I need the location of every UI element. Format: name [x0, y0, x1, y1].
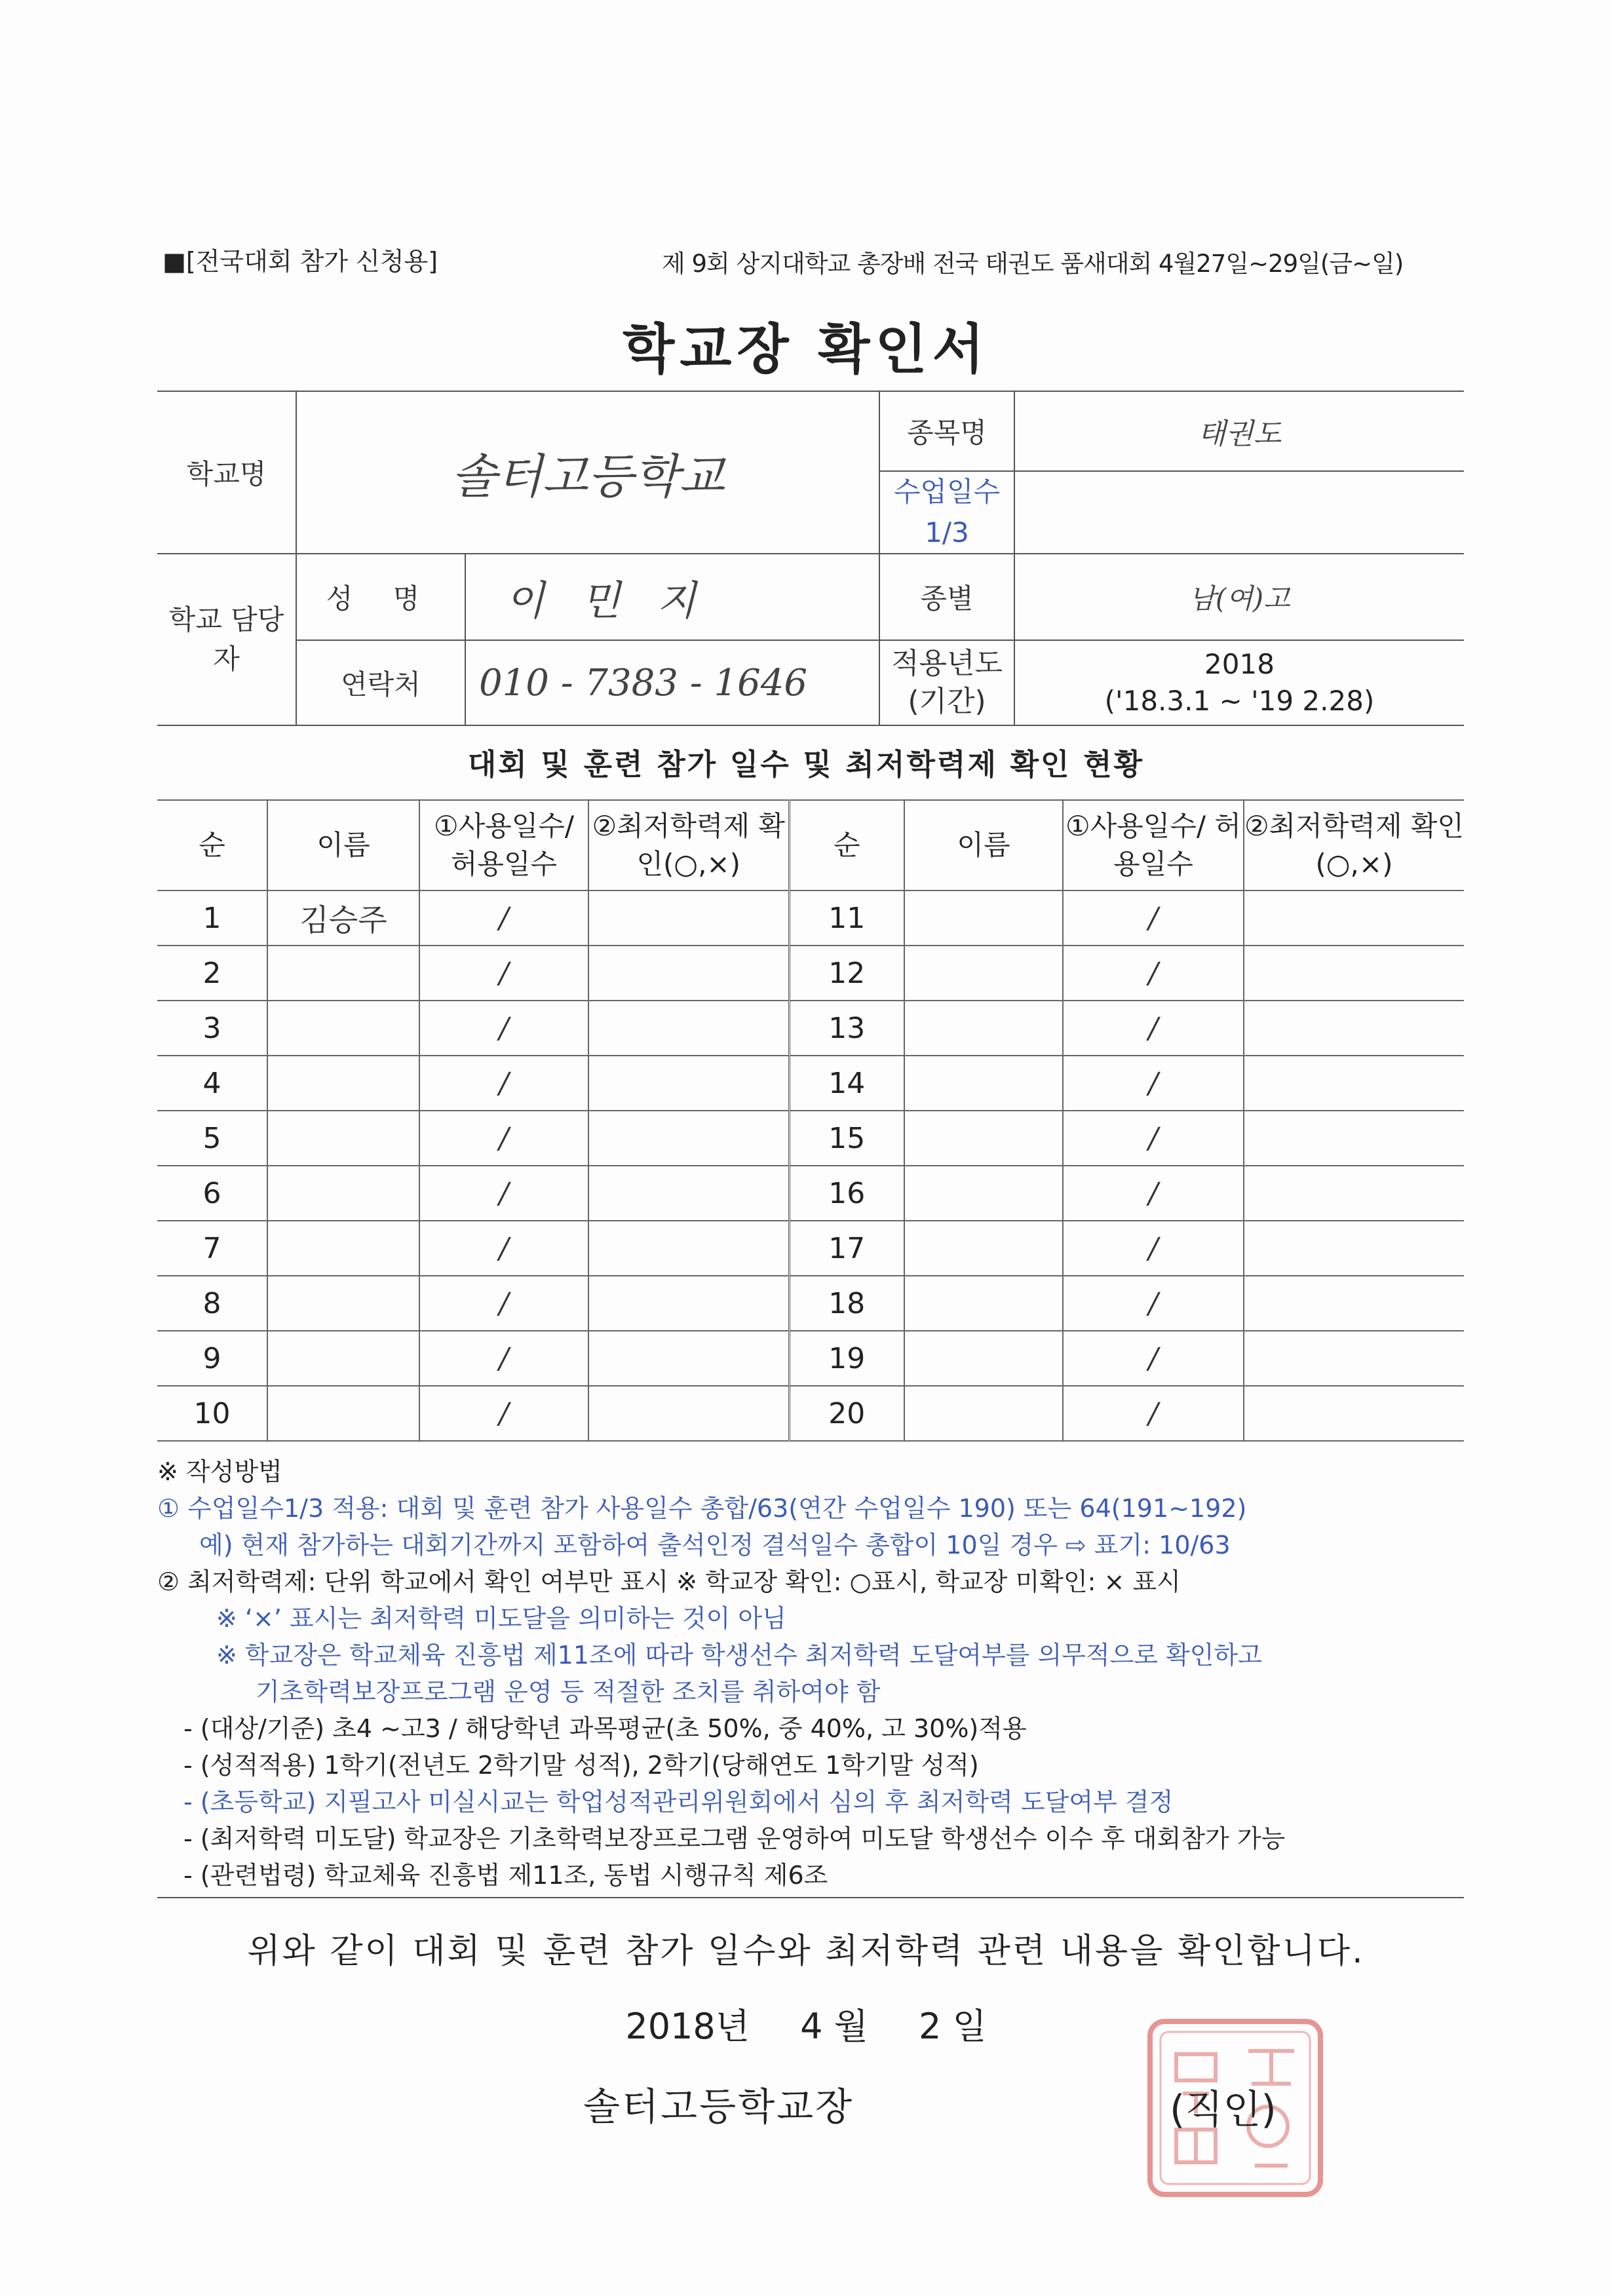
- col-check-right: ②최저학력제 확인(○,×): [1244, 800, 1464, 890]
- row-name-right: [904, 1166, 1063, 1221]
- row-days-right: /: [1063, 1386, 1244, 1441]
- section-title: 대회 및 훈련 참가 일수 및 최저학력제 확인 현황: [467, 747, 1145, 782]
- table-row: [157, 1166, 1464, 1221]
- seal-label: (직인): [1170, 2087, 1276, 2133]
- roster-table: [157, 799, 1464, 1442]
- col-name-right: 이름: [904, 800, 1063, 890]
- row-check-right: [1244, 1221, 1464, 1276]
- row-days-right: /: [1063, 946, 1244, 1001]
- gender-value: 남(여)고: [1014, 554, 1464, 640]
- row-no-left: 6: [157, 1166, 267, 1221]
- row-days-left: /: [419, 1331, 588, 1386]
- note-2: ② 최저학력제: 단위 학교에서 확인 여부만 표시 ※ 학교장 확인: ○표시, 학교장 미확인: × 표시: [157, 1567, 1181, 1596]
- row-days-left: /: [419, 946, 588, 1001]
- note-1a: ① 수업일수1/3 적용: 대회 및 훈련 참가 사용일수 총합/63(연간 수업일수 190) 또는 64(191~192): [157, 1494, 1247, 1523]
- row-check-left: [588, 1221, 789, 1276]
- confirmation-text: 위와 같이 대회 및 훈련 참가 일수와 최저학력 관련 내용을 확인합니다.: [247, 1932, 1365, 1971]
- row-days-left: /: [419, 1276, 588, 1331]
- col-days-right: ①사용일수/ 허용일수: [1063, 800, 1244, 890]
- detail-5: - (관련법령) 학교체육 진흥법 제11조, 동법 시행규칙 제6조: [183, 1861, 828, 1890]
- table-row: [157, 1386, 1464, 1441]
- row-check-right: [1244, 1166, 1464, 1221]
- table-row: [157, 1221, 1464, 1276]
- row-no-left: 9: [157, 1331, 267, 1386]
- row-days-left: /: [419, 1111, 588, 1166]
- row-days-right: /: [1063, 1111, 1244, 1166]
- table-row: [157, 1276, 1464, 1331]
- table-row: [157, 946, 1464, 1001]
- row-name-left: 김승주: [267, 890, 419, 946]
- name-value: 이 민 지: [465, 554, 879, 640]
- row-days-right: /: [1063, 1001, 1244, 1056]
- row-no-left: 8: [157, 1276, 267, 1331]
- row-name-right: [904, 1221, 1063, 1276]
- row-name-left: [267, 946, 419, 1001]
- name-label: 성 명: [296, 554, 465, 640]
- row-no-right: 17: [789, 1221, 904, 1276]
- phone-value: 010 - 7383 - 1646: [465, 640, 879, 725]
- row-check-right: [1244, 1276, 1464, 1331]
- row-no-left: 10: [157, 1386, 267, 1441]
- row-days-right: /: [1063, 1166, 1244, 1221]
- row-no-left: 4: [157, 1056, 267, 1111]
- row-name-left: [267, 1276, 419, 1331]
- row-check-left: [588, 1056, 789, 1111]
- col-days-left: ①사용일수/ 허용일수: [419, 800, 588, 890]
- sport-value: 태권도: [1014, 391, 1464, 471]
- row-check-right: [1244, 946, 1464, 1001]
- row-no-left: 5: [157, 1111, 267, 1166]
- row-no-left: 2: [157, 946, 267, 1001]
- table-row: [157, 1111, 1464, 1166]
- date-year: 2018년: [625, 2006, 750, 2047]
- row-name-right: [904, 1056, 1063, 1111]
- note-4b: 기초학력보장프로그램 운영 등 적절한 조치를 취하여야 함: [256, 1677, 881, 1706]
- row-name-right: [904, 1276, 1063, 1331]
- row-name-right: [904, 1331, 1063, 1386]
- divider: [157, 1897, 1464, 1898]
- principal-name: 솔터고등학교장: [583, 2084, 854, 2129]
- note-1b: 예) 현재 참가하는 대회기간까지 포함하여 출석인정 결석일수 총합이 10일 경우 ⇨ 표기: 10/63: [199, 1531, 1231, 1559]
- row-check-right: [1244, 1386, 1464, 1441]
- row-no-right: 16: [789, 1166, 904, 1221]
- row-days-right: /: [1063, 1056, 1244, 1111]
- row-check-left: [588, 946, 789, 1001]
- row-name-right: [904, 946, 1063, 1001]
- detail-3: - (초등학교) 지필고사 미실시교는 학업성적관리위원회에서 심의 후 최저학력 도달여부 결정: [183, 1788, 1174, 1816]
- row-days-right: /: [1063, 1331, 1244, 1386]
- detail-4: - (최저학력 미도달) 학교장은 기초학력보장프로그램 운영하여 미도달 학생선수 이수 후 대회참가 가능: [183, 1824, 1286, 1853]
- col-no-right: 순: [789, 800, 904, 890]
- row-name-left: [267, 1386, 419, 1441]
- row-days-left: /: [419, 1056, 588, 1111]
- col-name-left: 이름: [267, 800, 419, 890]
- row-days-left: /: [419, 1221, 588, 1276]
- period-value: ('18.3.1 ~ '19 2.28): [1104, 685, 1375, 717]
- row-check-right: [1244, 1056, 1464, 1111]
- col-check-left: ②최저학력제 확인(○,×): [588, 800, 789, 890]
- row-days-right: /: [1063, 1221, 1244, 1276]
- phone-label: 연락처: [296, 640, 465, 725]
- row-check-right: [1244, 1331, 1464, 1386]
- row-days-right: /: [1063, 890, 1244, 946]
- row-check-left: [588, 1331, 789, 1386]
- year-label: 적용년도 (기간): [879, 640, 1014, 725]
- school-label: 학교명: [157, 391, 296, 554]
- row-days-left: /: [419, 1001, 588, 1056]
- table-row: [157, 1001, 1464, 1056]
- page-title: 학교장 확인서: [623, 318, 989, 381]
- row-no-right: 15: [789, 1111, 904, 1166]
- detail-2: - (성적적용) 1학기(전년도 2학기말 성적), 2학기(당해연도 1학기말 성적): [183, 1751, 979, 1780]
- row-check-left: [588, 1386, 789, 1441]
- table-row: [157, 1331, 1464, 1386]
- row-name-left: [267, 1166, 419, 1221]
- row-check-left: [588, 1001, 789, 1056]
- row-days-left: /: [419, 1386, 588, 1441]
- note-4a: ※ 학교장은 학교체육 진흥법 제11조에 따라 학생선수 최저학력 도달여부를 의무적으로 확인하고: [216, 1641, 1262, 1670]
- class-days-label: 수업일수 1/3: [879, 471, 1014, 554]
- row-no-left: 3: [157, 1001, 267, 1056]
- row-no-right: 19: [789, 1331, 904, 1386]
- row-days-left: /: [419, 1166, 588, 1221]
- row-name-right: [904, 1001, 1063, 1056]
- row-name-left: [267, 1001, 419, 1056]
- date-month: 4 월: [800, 2006, 868, 2047]
- table-row: [157, 1056, 1464, 1111]
- row-check-left: [588, 1276, 789, 1331]
- row-name-right: [904, 890, 1063, 946]
- col-no-left: 순: [157, 800, 267, 890]
- row-days-left: /: [419, 890, 588, 946]
- row-check-left: [588, 1166, 789, 1221]
- row-days-right: /: [1063, 1276, 1244, 1331]
- contact-group-label: 학교 담당자: [157, 554, 296, 725]
- row-name-left: [267, 1056, 419, 1111]
- date-line: [0, 1999, 1612, 2049]
- row-check-right: [1244, 1111, 1464, 1166]
- class-days-value: [1014, 471, 1464, 554]
- row-no-right: 14: [789, 1056, 904, 1111]
- row-check-right: [1244, 1001, 1464, 1056]
- year-cell: [1014, 640, 1464, 725]
- row-check-left: [588, 1111, 789, 1166]
- instructions: [157, 1453, 1468, 1894]
- row-name-left: [267, 1331, 419, 1386]
- school-value: 솔터고등학교: [296, 391, 879, 554]
- table-row: [157, 890, 1464, 946]
- row-no-right: 11: [789, 890, 904, 946]
- notes-heading: ※ 작성방법: [157, 1457, 282, 1486]
- year-value: 2018: [1204, 648, 1275, 680]
- row-no-right: 13: [789, 1001, 904, 1056]
- row-name-left: [267, 1221, 419, 1276]
- row-no-right: 20: [789, 1386, 904, 1441]
- form-type-tag: ■[전국대회 참가 신청용]: [163, 247, 438, 276]
- sport-label: 종목명: [879, 391, 1014, 471]
- row-no-right: 12: [789, 946, 904, 1001]
- date-day: 2 일: [918, 2006, 987, 2047]
- row-no-left: 7: [157, 1221, 267, 1276]
- row-name-left: [267, 1111, 419, 1166]
- note-3: ※ ‘×’ 표시는 최저학력 미도달을 의미하는 것이 아님: [216, 1604, 786, 1633]
- row-no-left: 1: [157, 890, 267, 946]
- row-no-right: 18: [789, 1276, 904, 1331]
- event-info: 제 9회 상지대학교 총장배 전국 태권도 품새대회 4월27일~29일(금~일): [662, 250, 1404, 278]
- detail-1: - (대상/기준) 초4 ~고3 / 해당학년 과목평균(초 50%, 중 40%, 고 30%)적용: [183, 1714, 1027, 1743]
- gender-label: 종별: [879, 554, 1014, 640]
- row-check-left: [588, 890, 789, 946]
- info-table: [157, 391, 1464, 726]
- row-name-right: [904, 1111, 1063, 1166]
- row-check-right: [1244, 890, 1464, 946]
- row-name-right: [904, 1386, 1063, 1441]
